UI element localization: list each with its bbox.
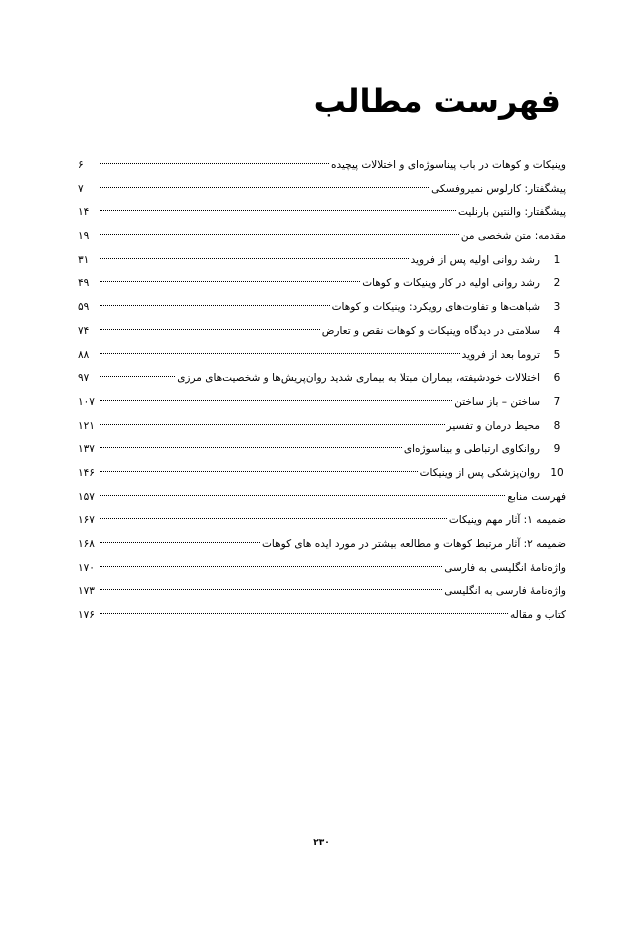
dot-leader [100, 613, 508, 614]
entry-page-number: ۳۱ [78, 253, 90, 266]
entry-title: واژه‌نامهٔ انگلیسی به فارسی [444, 561, 566, 574]
entry-title: رشد روانی اولیه پس از فروید [410, 253, 540, 266]
toc-entry [78, 344, 566, 368]
chapter-number: 1 [553, 253, 561, 266]
entry-page-number: ۱۳۷ [78, 443, 95, 456]
entry-page-number: ۱۴۶ [78, 466, 95, 479]
entry-page-number: ۶ [78, 159, 84, 171]
toc-entry [78, 249, 566, 273]
entry-title: ضمیمه ۲: آثار مرتبط کوهات و مطالعه بیشتر در مورد ایده های کوهات [262, 538, 566, 550]
entry-page-number: ۸۸ [78, 348, 90, 361]
dot-leader [100, 542, 260, 543]
entry-title: تروما بعد از فروید [461, 348, 540, 361]
dot-leader [100, 495, 505, 496]
entry-page-number: ۱۷۰ [78, 561, 95, 574]
dot-leader [100, 566, 442, 567]
chapter-number: 7 [553, 395, 561, 408]
dot-leader [100, 187, 429, 188]
entry-page-number: ۱۹ [78, 230, 90, 243]
toc-entry [78, 272, 566, 296]
entry-page-number: ۴۹ [78, 277, 90, 290]
dot-leader [100, 234, 459, 235]
entry-page-number: ۵۹ [78, 301, 90, 314]
entry-page-number: ۷ [78, 182, 84, 195]
dot-leader [100, 518, 447, 519]
toc-entry [78, 225, 566, 249]
entry-title: پیشگفتار: کارلوس نمیروفسکی [431, 182, 566, 195]
entry-page-number: ۱۰۷ [78, 395, 95, 408]
page-number: ۲۳۰ [313, 838, 330, 848]
dot-leader [100, 281, 360, 282]
chapter-number: 5 [553, 348, 561, 361]
toc-entry [78, 533, 566, 557]
toc-entry [78, 201, 566, 225]
chapter-number: 3 [553, 301, 561, 314]
toc-entry [78, 438, 566, 462]
toc-entry [78, 391, 566, 415]
toc-entry [78, 178, 566, 202]
entry-page-number: ۹۷ [78, 372, 90, 385]
entry-page-number: ۱۷۶ [78, 609, 95, 622]
toc-entry [78, 367, 566, 391]
dot-leader [100, 400, 452, 401]
entry-title: ضمیمه ۱: آثار مهم وینیکات [448, 514, 566, 527]
toc-entry [78, 154, 566, 178]
dot-leader [100, 376, 175, 377]
dot-leader [100, 424, 445, 425]
entry-page-number: ۱۴ [78, 206, 90, 219]
toc-entry [78, 557, 566, 581]
dot-leader [100, 329, 320, 330]
toc-entry [78, 296, 566, 320]
entry-page-number: ۱۵۷ [78, 490, 95, 503]
table-of-contents [78, 154, 566, 628]
toc-entry [78, 462, 566, 486]
toc-entry [78, 415, 566, 439]
chapter-number: 9 [553, 443, 561, 456]
entry-page-number: ۱۷۳ [78, 585, 95, 598]
entry-title: محیط درمان و تفسیر [446, 419, 540, 432]
toc-entry [78, 320, 566, 344]
chapter-number: 4 [553, 324, 561, 337]
dot-leader [100, 305, 330, 306]
dot-leader [100, 589, 442, 590]
dot-leader [100, 447, 402, 448]
entry-title: شباهت‌ها و تفاوت‌های رویکرد: وینیکات و کوهات [331, 301, 540, 314]
entry-title: مقدمه: متن شخصی من [460, 230, 566, 243]
dot-leader [100, 210, 456, 211]
entry-page-number: ۱۲۱ [78, 419, 95, 432]
entry-title: روانکاوی ارتباطی و بیناسوژه‌ای [403, 443, 540, 456]
entry-title: وینیکات و کوهات در باب پیناسوژه‌ای و اختلالات پیچیده [330, 159, 566, 171]
dot-leader [100, 258, 409, 259]
entry-title: اختلالات خودشیفته، بیماران مبتلا به بیماری شدید روان‌پریش‌ها و شخصیت‌های مرزی [177, 372, 540, 385]
entry-title: کتاب و مقاله [510, 609, 566, 622]
entry-page-number: ۱۶۷ [78, 514, 95, 527]
entry-title: رشد روانی اولیه در کار وینیکات و کوهات [362, 277, 540, 290]
toc-entry [78, 604, 566, 628]
toc-entry [78, 580, 566, 604]
toc-entry [78, 486, 566, 510]
entry-page-number: ۷۴ [78, 324, 90, 337]
dot-leader [100, 471, 418, 472]
entry-title: سلامتی در دیدگاه وینیکات و کوهات نقص و تعارض [321, 324, 540, 337]
entry-title: فهرست منابع [507, 490, 566, 503]
dot-leader [100, 353, 460, 354]
entry-title: پیشگفتار: والنتین بارنلیت [458, 206, 566, 219]
entry-page-number: ۱۶۸ [78, 538, 95, 550]
entry-title: روان‌پزشکی پس از وینیکات [419, 466, 540, 479]
entry-title: واژه‌نامهٔ فارسی به انگلیسی [444, 585, 566, 598]
chapter-number: 2 [553, 277, 561, 290]
page-title: فهرست مطالب [313, 82, 561, 120]
chapter-number: 8 [553, 419, 561, 432]
dot-leader [100, 163, 329, 164]
toc-entry [78, 509, 566, 533]
chapter-number: 10 [550, 466, 564, 479]
chapter-number: 6 [553, 372, 561, 385]
entry-title: ساختن – باز ساختن [454, 395, 540, 408]
